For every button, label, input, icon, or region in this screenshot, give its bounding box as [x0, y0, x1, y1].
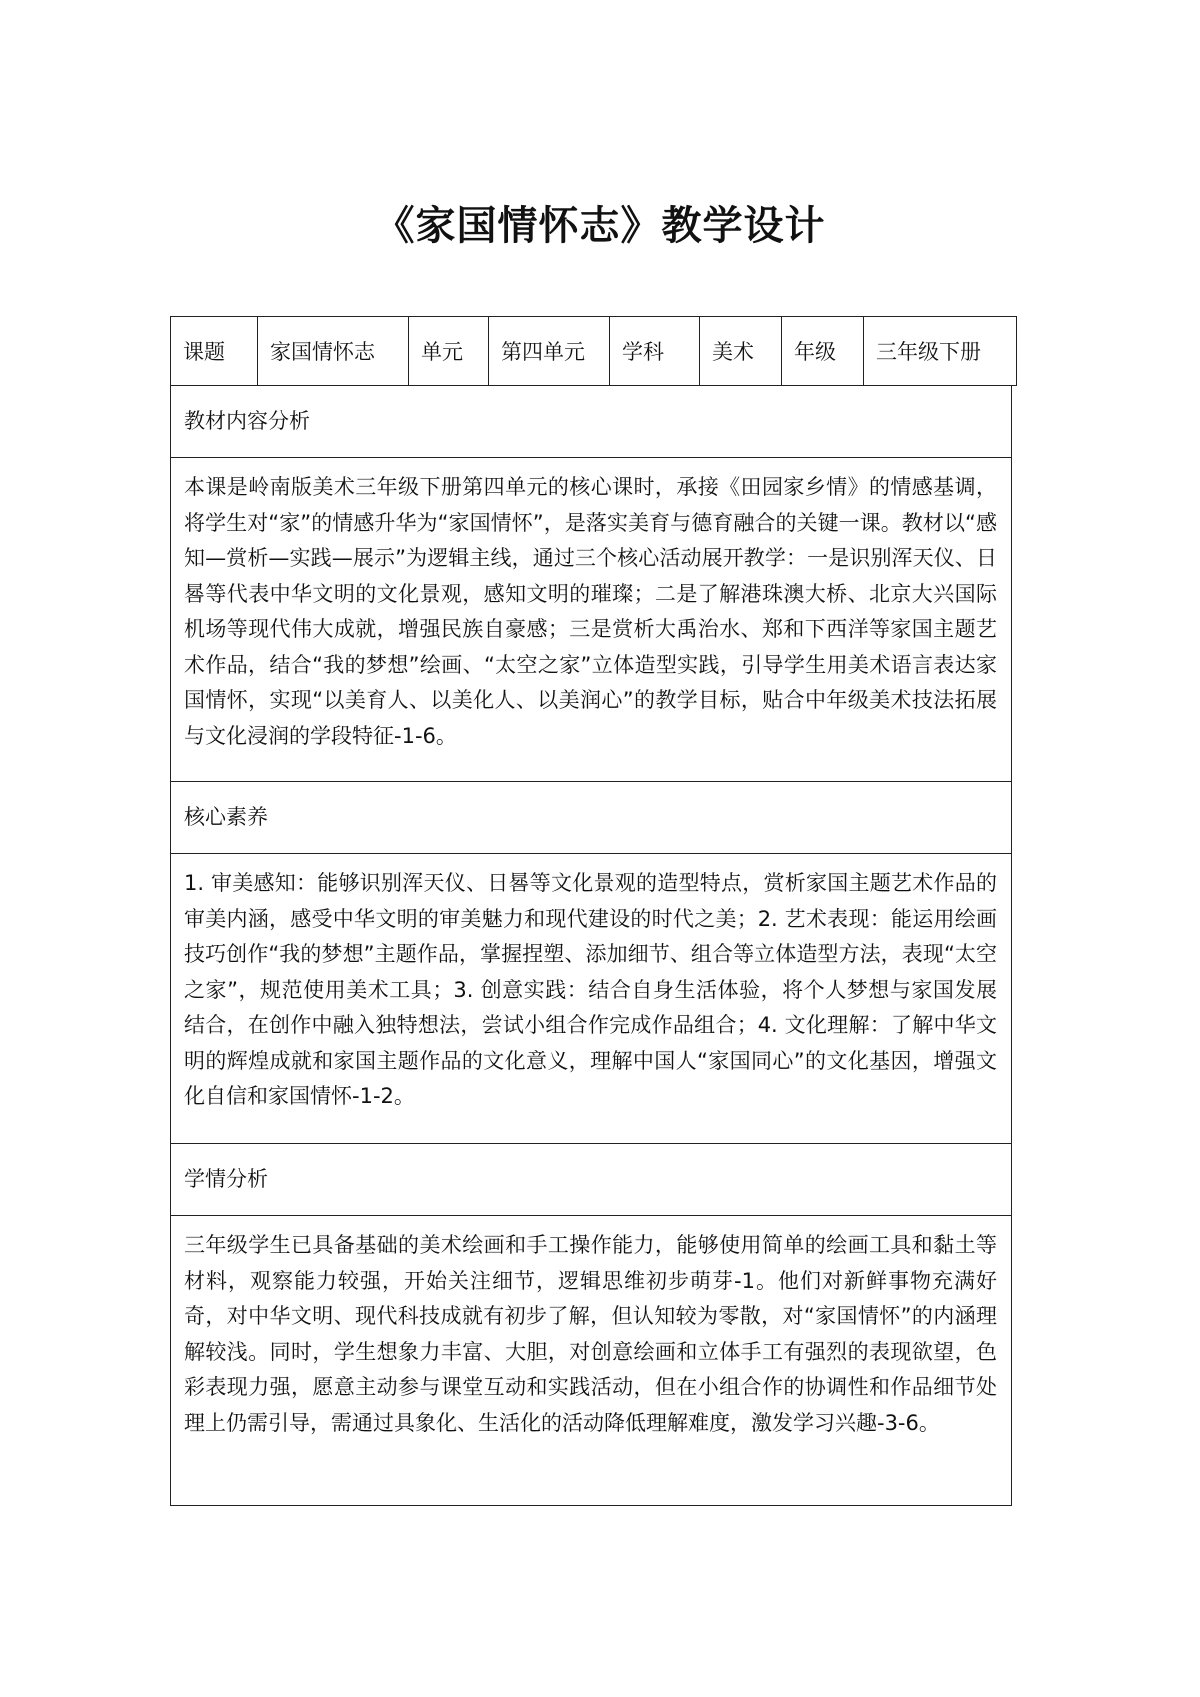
section-heading-text: 教材内容分析 [184, 409, 310, 433]
subject-label: 课题 [171, 317, 258, 386]
unit-label: 单元 [409, 317, 489, 386]
grade-label: 年级 [782, 317, 864, 386]
section-body-student-analysis [170, 1216, 1012, 1506]
section-heading-text: 核心素养 [184, 805, 268, 829]
discipline-value: 美术 [700, 317, 782, 386]
lesson-plan-table [170, 316, 1012, 1506]
section-heading-core-literacy [170, 782, 1012, 854]
unit-value: 第四单元 [489, 317, 610, 386]
section-heading-text: 学情分析 [184, 1167, 268, 1191]
section-body-text: 三年级学生已具备基础的美术绘画和手工操作能力，能够使用简单的绘画工具和黏土等材料，观察能力较强，开始关注细节，逻辑思维初步萌芽-1。他们对新鲜事物充满好奇，对中华文明、现代科技成就有初步了解，但认知较为零散，对“家国情怀”的内涵理解较浅。同时，学生想象力丰富、大胆，对创意绘画和立体手工有强烈的表现欲望，色彩表现力强，愿意主动参与课堂互动和实践活动，但在小组合作的协调性和作品细节处理上仍需引导，需通过具象化、生活化的活动降低理解难度，激发学习兴趣-3-6。 [184, 1233, 997, 1435]
discipline-label: 学科 [610, 317, 700, 386]
section-body-textbook-analysis [170, 458, 1012, 782]
section-body-text: 1. 审美感知：能够识别浑天仪、日晷等文化景观的造型特点，赏析家国主题艺术作品的审美内涵，感受中华文明的审美魅力和现代建设的时代之美；2. 艺术表现：能运用绘画技巧创作“我的梦想”主题作品，掌握捏塑、添加细节、组合等立体造型方法，表现“太空之家”，规范使用美术工具；3. 创意实践：结合自身生活体验，将个人梦想与家国发展结合，在创作中融入独特想法，尝试小组合作完成作品组合；4. 文化理解：了解中华文明的辉煌成就和家国主题作品的文化意义，理解中国人“家国同心”的文化基因，增强文化自信和家国情怀-1-2。 [184, 871, 997, 1108]
section-heading-student-analysis [170, 1144, 1012, 1216]
info-row [171, 317, 1017, 386]
subject-value: 家国情怀志 [258, 317, 409, 386]
section-body-text: 本课是岭南版美术三年级下册第四单元的核心课时，承接《田园家乡情》的情感基调，将学生对“家”的情感升华为“家国情怀”，是落实美育与德育融合的关键一课。教材以“感知—赏析—实践—展示”为逻辑主线，通过三个核心活动展开教学：一是识别浑天仪、日晷等代表中华文明的文化景观，感知文明的璀璨；二是了解港珠澳大桥、北京大兴国际机场等现代伟大成就，增强民族自豪感；三是赏析大禹治水、郑和下西洋等家国主题艺术作品，结合“我的梦想”绘画、“太空之家”立体造型实践，引导学生用美术语言表达家国情怀，实现“以美育人、以美化人、以美润心”的教学目标，贴合中年级美术技法拓展与文化浸润的学段特征-1-6。 [184, 475, 997, 748]
grade-value: 三年级下册 [864, 317, 1017, 386]
page-title: 《家国情怀志》教学设计 [374, 203, 826, 249]
section-heading-textbook-analysis [170, 386, 1012, 458]
info-row-table [170, 316, 1017, 386]
section-body-core-literacy [170, 854, 1012, 1144]
